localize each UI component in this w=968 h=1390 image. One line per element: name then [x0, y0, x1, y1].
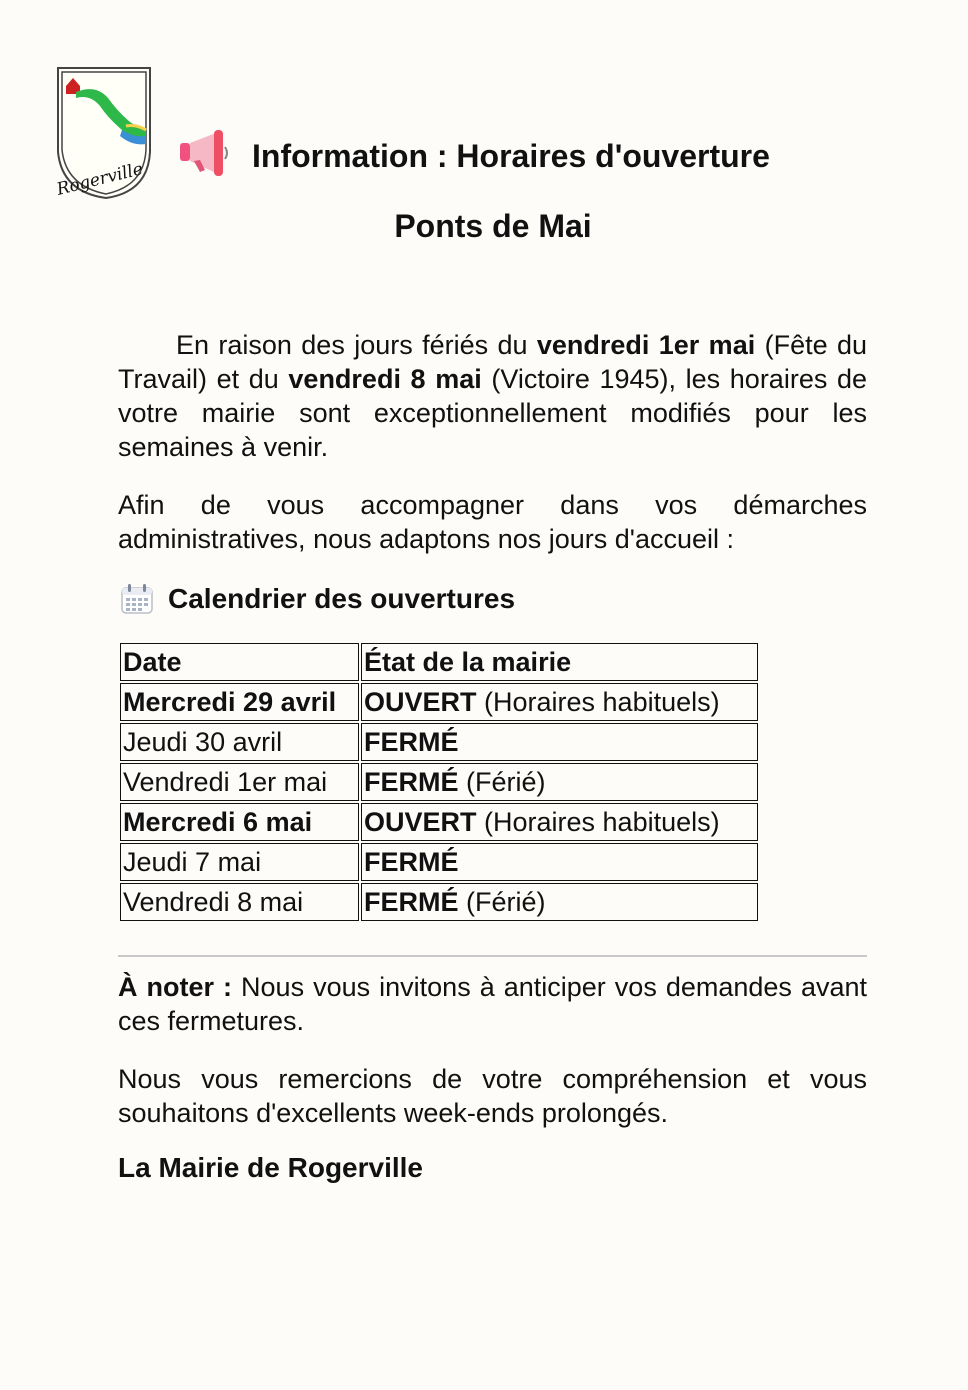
- note-paragraph: À noter : Nous vous invitons à anticiper vos demandes avant ces fermetures.: [118, 972, 867, 1036]
- header-date: Date: [120, 643, 359, 681]
- row-date: Jeudi 7 mai: [120, 843, 359, 881]
- row-status: FERMÉ (Férié): [361, 763, 758, 801]
- table-row: [120, 723, 758, 761]
- table-row: [120, 843, 758, 881]
- calendar-icon: [120, 583, 154, 615]
- status-badge: OUVERT: [364, 807, 477, 837]
- calendar-heading: [120, 583, 515, 615]
- table-row: [120, 763, 758, 801]
- note-label: À noter :: [118, 972, 233, 1002]
- opening-hours-table: [118, 641, 760, 923]
- table-row: [120, 883, 758, 921]
- row-date: Vendredi 1er mai: [120, 763, 359, 801]
- thanks-paragraph: Nous vous remercions de votre compréhension et vous souhaitons d'excellents week-ends prolongés.: [118, 1064, 867, 1128]
- calendar-heading-text: Calendrier des ouvertures: [168, 583, 516, 614]
- bold-date-1: vendredi 1er mai: [536, 330, 756, 360]
- status-badge: FERMÉ: [364, 887, 459, 917]
- table-header-row: [120, 643, 758, 681]
- rogerville-logo: [52, 64, 160, 206]
- bold-date-2: vendredi 8 mai: [288, 364, 482, 394]
- page-subtitle: Ponts de Mai: [394, 208, 592, 244]
- signature: La Mairie de Rogerville: [118, 1152, 423, 1183]
- table-row: [120, 803, 758, 841]
- row-status: OUVERT (Horaires habituels): [361, 683, 758, 721]
- page-title: Information : Horaires d'ouverture: [252, 138, 770, 174]
- row-date: Mercredi 29 avril: [120, 683, 359, 721]
- accueil-paragraph: Afin de vous accompagner dans vos démarches administratives, nous adaptons nos jours d'accueil :: [118, 490, 867, 554]
- row-date: Jeudi 30 avril: [120, 723, 359, 761]
- divider: [118, 955, 867, 957]
- row-status: FERMÉ (Férié): [361, 883, 758, 921]
- status-badge: FERMÉ: [364, 767, 459, 797]
- status-badge: FERMÉ: [364, 727, 459, 757]
- row-status: [361, 843, 758, 881]
- megaphone-icon: [178, 128, 230, 178]
- row-status: [361, 723, 758, 761]
- intro-paragraph: En raison des jours fériés du vendredi 1er mai (Fête du Travail) et du vendredi 8 mai (Victoire 1945), les horaires de votre mairie sont exceptionnellement modifiés pour les semaines à venir.: [118, 330, 867, 462]
- logo-text: Rogerville: [54, 159, 146, 200]
- row-date: Vendredi 8 mai: [120, 883, 359, 921]
- status-badge: OUVERT: [364, 687, 477, 717]
- status-badge: FERMÉ: [364, 847, 459, 877]
- row-status: OUVERT (Horaires habituels): [361, 803, 758, 841]
- table-row: [120, 683, 758, 721]
- header-status: État de la mairie: [361, 643, 758, 681]
- row-date: Mercredi 6 mai: [120, 803, 359, 841]
